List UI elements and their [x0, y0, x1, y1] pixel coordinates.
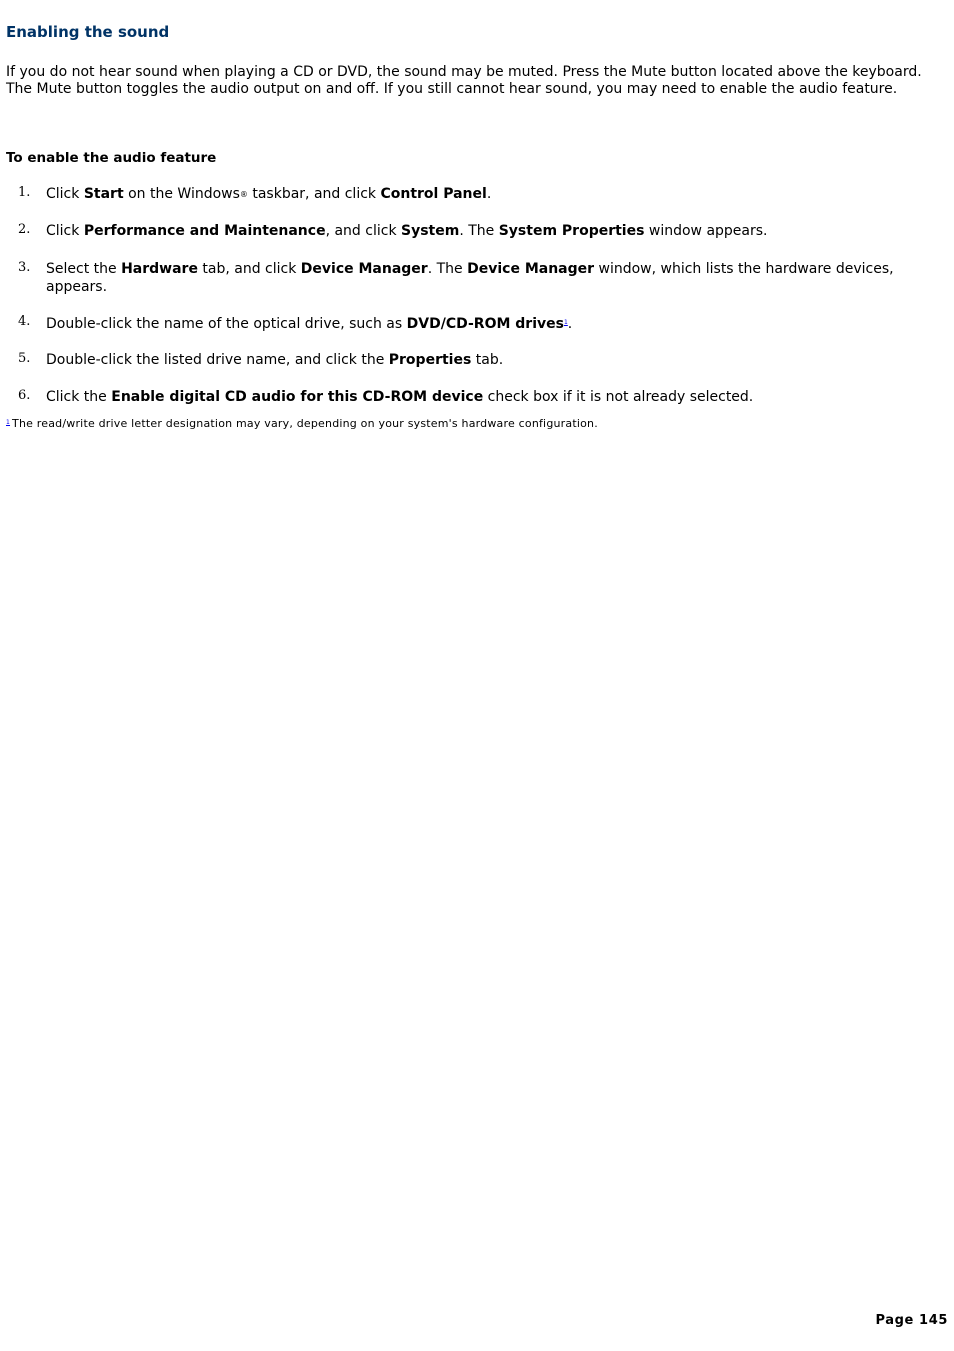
- ui-term-device-manager-window: Device Manager: [467, 261, 595, 277]
- footnote-text: The read/write drive letter designation may vary, depending on your system's hardware configuration.: [12, 417, 598, 430]
- step-text: Click Start on the Windows® taskbar, and click Control Panel.: [46, 186, 492, 202]
- ui-term-properties: Properties: [388, 352, 472, 368]
- ui-term-performance: Performance and Maintenance: [83, 223, 326, 239]
- ui-term-start: Start: [83, 186, 124, 202]
- procedure-heading: To enable the audio feature: [6, 150, 217, 166]
- step-text: Select the Hardware tab, and click Device Manager. The Device Manager window, which lists the hardware devices, appears.: [46, 261, 894, 295]
- step-number: 3.: [18, 260, 31, 275]
- page-number: Page 145: [875, 1313, 948, 1328]
- ui-term-hardware: Hardware: [121, 261, 198, 277]
- footnote-link[interactable]: 1: [563, 319, 568, 326]
- step-number: 2.: [18, 222, 31, 237]
- step-number: 5.: [18, 351, 31, 366]
- page-title: Enabling the sound: [6, 23, 170, 41]
- step-text: Double-click the name of the optical drive, such as DVD/CD-ROM drives$^1$.: [46, 316, 573, 332]
- ui-term-control-panel: Control Panel: [380, 186, 487, 202]
- ui-term-system: System: [401, 223, 460, 239]
- footnote-anchor[interactable]: 1: [6, 419, 11, 426]
- step-number: 6.: [18, 388, 31, 403]
- step-text: Double-click the listed drive name, and click the Properties tab.: [46, 352, 504, 368]
- step-number: 4.: [18, 314, 31, 329]
- registered-mark: ®: [239, 190, 248, 199]
- ui-term-device-manager: Device Manager: [300, 261, 428, 277]
- step-text: Click the Enable digital CD audio for this CD-ROM device check box if it is not already selected.: [46, 389, 754, 405]
- ui-term-enable-cd-audio: Enable digital CD audio for this CD-ROM device: [111, 389, 484, 405]
- footnote: [6, 415, 598, 431]
- ui-term-system-properties: System Properties: [498, 223, 645, 239]
- step-number: 1.: [18, 185, 31, 200]
- step-text: Click Performance and Maintenance, and click System. The System Properties window appears.: [46, 223, 768, 239]
- ui-term-dvd-drives: DVD/CD-ROM drives: [406, 316, 564, 332]
- intro-paragraph: If you do not hear sound when playing a CD or DVD, the sound may be muted. Press the Mute button located above the keyboard. The Mute button toggles the audio output on and off. If you still cannot hear sound, you may need to enable the audio feature.: [6, 64, 922, 97]
